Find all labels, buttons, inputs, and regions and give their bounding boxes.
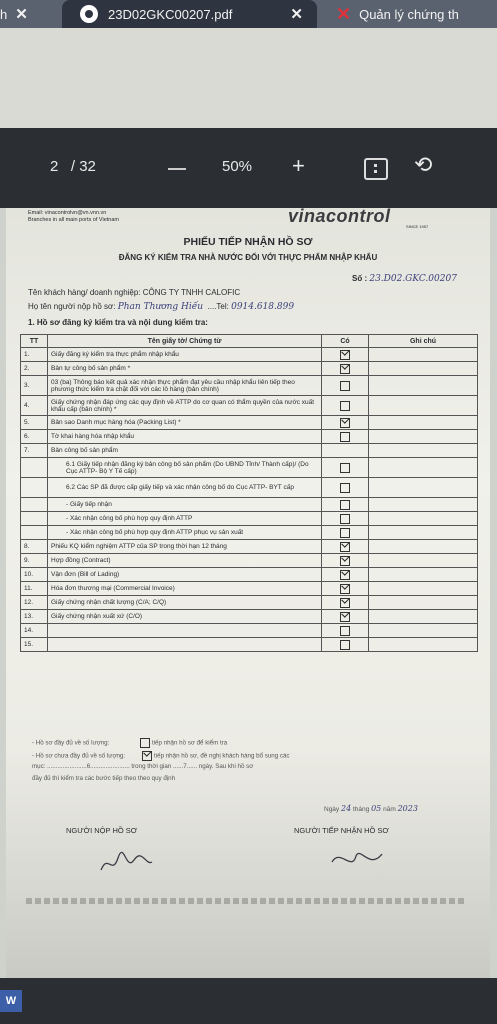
row-number: 8.: [21, 540, 48, 554]
header-tt: TT: [21, 335, 48, 348]
pdf-toolbar: [0, 128, 497, 208]
table-header-row: [21, 335, 478, 348]
table-row: [21, 526, 478, 540]
table-row: [21, 582, 478, 596]
row-checkbox-cell: [322, 582, 369, 596]
date-year: 2023: [397, 804, 418, 813]
row-document-name: - Xác nhận công bố phù hợp quy định ATTP phục vụ sản xuất: [48, 526, 322, 540]
row-checkbox-cell: [322, 624, 369, 638]
taskbar: [0, 978, 497, 1024]
table-row: [21, 610, 478, 624]
table-row: [21, 444, 478, 458]
row-checkbox-cell: [322, 526, 369, 540]
option-incomplete-text: tiếp nhận hồ sơ, đề nghị khách hàng bổ sung các: [154, 752, 290, 760]
row-number: 12.: [21, 596, 48, 610]
footer-text-blurred: [26, 898, 466, 904]
row-checkbox-cell: [322, 638, 369, 652]
tab-bar: [0, 0, 497, 28]
row-number: 6.: [21, 430, 48, 444]
document-number-value: 23.D02.GKC.00207: [369, 274, 457, 284]
row-document-name: Bản công bố sản phẩm: [48, 444, 322, 458]
row-checkbox-cell: [322, 568, 369, 582]
fit-page-icon[interactable]: [364, 158, 388, 180]
date-month: 05: [371, 804, 382, 813]
zoom-level[interactable]: 50%: [222, 158, 253, 175]
table-row: [21, 554, 478, 568]
option-next-steps: đầy đủ thì kiểm tra các bước tiếp theo theo quy định: [32, 775, 176, 782]
date-label: Ngày: [324, 806, 340, 813]
letterhead-branches: Branches in all main ports of Vietnam: [28, 217, 119, 223]
empty-box-icon: [340, 528, 350, 538]
row-checkbox-cell: [322, 554, 369, 568]
checked-box-icon: [340, 556, 350, 566]
period-label: trong thời gian: [131, 763, 172, 770]
table-row: [21, 512, 478, 526]
row-note: [369, 444, 478, 458]
logo-since: SINCE 1957: [406, 224, 429, 229]
row-document-name: - Giấy tiếp nhận: [48, 498, 322, 512]
row-document-name: Giấy chứng nhận đáp ứng các quy định về ATTP do cơ quan có thẩm quyền của nước xuất khẩu cấp (bản chính) *: [48, 396, 322, 416]
row-document-name: Hóa đơn thương mại (Commercial Invoice): [48, 582, 322, 596]
document-subtitle: ĐĂNG KÝ KIỂM TRA NHÀ NƯỚC ĐỐI VỚI THỰC PHẨM NHẬP KHẨU: [118, 253, 378, 262]
row-note: [369, 554, 478, 568]
company-logo: vinacontrol: [288, 206, 391, 226]
period-suffix: ngày. Sau khi hồ sơ: [198, 763, 254, 770]
option-incomplete-items: mục: .......................6....................... trong thời gian ......7...... ngày. Sau khi hồ sơ: [32, 763, 254, 770]
row-document-name: Tờ khai hàng hóa nhập khẩu: [48, 430, 322, 444]
row-checkbox-cell: [322, 362, 369, 376]
row-document-name: Giấy chứng nhận xuất xứ (C/O): [48, 610, 322, 624]
row-document-name: Hợp đồng (Contract): [48, 554, 322, 568]
row-note: [369, 498, 478, 512]
row-document-name: [48, 638, 322, 652]
letterhead-email: Email: vinacontrolvn@vn.vnn.vn: [28, 210, 107, 216]
option-complete: [32, 738, 227, 748]
table-body: [21, 348, 478, 652]
row-number: [21, 498, 48, 512]
close-icon[interactable]: ✕: [15, 6, 28, 23]
empty-box-icon: [340, 500, 350, 510]
row-checkbox-cell: [322, 498, 369, 512]
row-document-name: - Xác nhận công bố phù hợp quy định ATTP: [48, 512, 322, 526]
checked-box-icon: [340, 364, 350, 374]
tab-certificate-management[interactable]: [336, 0, 497, 28]
empty-box-icon: [340, 401, 350, 411]
row-checkbox-cell: [322, 458, 369, 478]
header-co: Có: [322, 335, 369, 348]
row-note: [369, 610, 478, 624]
row-document-name: 03 (ba) Thông báo kết quả xác nhận thực phẩm đạt yêu cầu nhập khẩu liên tiếp theo phương thức kiểm tra chặt đối với các lô hàng (bản chính): [48, 376, 322, 396]
date-day: 24: [341, 804, 352, 813]
zoom-out-button[interactable]: [168, 168, 186, 170]
row-note: [369, 376, 478, 396]
section-heading: 1. Hồ sơ đăng ký kiểm tra và nội dung kiểm tra:: [28, 318, 208, 327]
tab-label: h: [0, 6, 8, 22]
submitter-name: Phan Thương Hiếu: [117, 302, 204, 312]
documents-table: [20, 334, 478, 652]
tab-previous[interactable]: [0, 0, 60, 28]
row-checkbox-cell: [322, 416, 369, 430]
checked-box-icon: [340, 584, 350, 594]
items-label: mục:: [32, 763, 46, 770]
table-row: [21, 430, 478, 444]
checked-box-icon: [340, 570, 350, 580]
empty-box-icon: [340, 483, 350, 493]
rotate-icon[interactable]: ⟲: [414, 152, 433, 177]
row-checkbox-cell: [322, 396, 369, 416]
checked-box-icon: [340, 350, 350, 360]
row-note: [369, 512, 478, 526]
submitter-label: Họ tên người nộp hồ sơ:: [28, 302, 116, 311]
row-checkbox-cell: [322, 512, 369, 526]
row-note: [369, 638, 478, 652]
checked-box-icon: [340, 542, 350, 552]
page-current[interactable]: 2: [50, 158, 59, 175]
period-value: 7: [183, 763, 187, 770]
row-checkbox-cell: [322, 610, 369, 624]
tel-value: 0914.618.899: [231, 302, 295, 312]
zoom-in-button[interactable]: +: [292, 153, 305, 178]
table-row: [21, 416, 478, 430]
table-row: [21, 362, 478, 376]
row-number: 14.: [21, 624, 48, 638]
row-note: [369, 526, 478, 540]
empty-box-icon: [340, 626, 350, 636]
row-document-name: Bản tự công bố sản phẩm *: [48, 362, 322, 376]
table-row: [21, 596, 478, 610]
row-number: [21, 512, 48, 526]
row-note: [369, 430, 478, 444]
receiver-signature: [326, 844, 386, 874]
row-document-name: Giấy chứng nhận chất lượng (C/A; C/Q): [48, 596, 322, 610]
row-number: 3.: [21, 376, 48, 396]
row-checkbox-cell: [322, 430, 369, 444]
table-row: [21, 458, 478, 478]
table-row: [21, 348, 478, 362]
row-document-name: Phiếu KQ kiểm nghiệm ATTP của SP trong thời hạn 12 tháng: [48, 540, 322, 554]
row-document-name: 6.1 Giấy tiếp nhận đăng ký bản công bố sản phẩm (Do UBND Tỉnh/ Thành cấp)/ (Do Cục ATTP- Bộ Y Tế cấp): [48, 458, 322, 478]
receiver-signature-label: NGƯỜI TIẾP NHẬN HỒ SƠ: [294, 826, 389, 835]
document-number: [352, 274, 457, 284]
row-document-name: Giấy đăng ký kiểm tra thực phẩm nhập khẩu: [48, 348, 322, 362]
row-number: [21, 478, 48, 498]
site-logo-icon: ✕: [336, 3, 352, 24]
row-checkbox-cell: [322, 444, 369, 458]
row-document-name: Bản sao Danh mục hàng hóa (Packing List) *: [48, 416, 322, 430]
row-number: 11.: [21, 582, 48, 596]
submitter-line: Họ tên người nộp hồ sơ: Phan Thương Hiếu ....Tel: 0914.618.899: [28, 302, 295, 312]
letterhead-contact: [28, 210, 119, 224]
row-document-name: Vận đơn (Bill of Lading): [48, 568, 322, 582]
pdf-viewer-icon: [80, 5, 98, 23]
table-row: [21, 540, 478, 554]
row-number: [21, 526, 48, 540]
checked-box-icon: [340, 418, 350, 428]
row-document-name: 6.2 Các SP đã được cấp giấy tiếp và xác nhận công bố do Cục ATTP- BYT cấp: [48, 478, 322, 498]
row-number: 4.: [21, 396, 48, 416]
table-row: [21, 638, 478, 652]
tab-label: Quản lý chứng th: [359, 6, 459, 22]
pdf-page: [6, 208, 490, 978]
table-row: [21, 396, 478, 416]
empty-box-icon: [340, 640, 350, 650]
row-checkbox-cell: [322, 376, 369, 396]
checked-box-icon: [340, 612, 350, 622]
submitter-signature-label: NGƯỜI NỘP HỒ SƠ: [66, 826, 138, 835]
row-note: [369, 568, 478, 582]
tel-label: Tel:: [216, 302, 229, 311]
row-document-name: [48, 624, 322, 638]
customer-line: Tên khách hàng/ doanh nghiệp: CÔNG TY TNHH CALOFIC: [28, 288, 241, 297]
row-note: [369, 582, 478, 596]
table-row: [21, 568, 478, 582]
row-note: [369, 362, 478, 376]
row-number: 10.: [21, 568, 48, 582]
row-number: 7.: [21, 444, 48, 458]
empty-box-icon: [340, 463, 350, 473]
row-number: 9.: [21, 554, 48, 568]
month-label: tháng: [353, 806, 370, 813]
option-complete-text: tiếp nhận hồ sơ để kiểm tra: [151, 739, 228, 747]
row-checkbox-cell: [322, 596, 369, 610]
document-number-label: Số :: [352, 274, 368, 283]
option-incomplete-label: - Hồ sơ chưa đầy đủ về số lượng:: [32, 752, 126, 760]
page-separator: /: [70, 158, 76, 175]
row-number: 2.: [21, 362, 48, 376]
empty-box-icon: [340, 432, 350, 442]
word-app-icon[interactable]: W: [0, 990, 22, 1012]
viewer-background: [0, 28, 497, 128]
header-name: Tên giấy tờ/ Chứng từ: [48, 335, 322, 348]
row-note: [369, 624, 478, 638]
row-number: 13.: [21, 610, 48, 624]
date-line: [324, 804, 418, 813]
row-number: 15.: [21, 638, 48, 652]
items-value: 6: [86, 763, 91, 770]
tab-label: 23D02GKC00207.pdf: [108, 6, 233, 22]
empty-box-icon: [340, 381, 350, 391]
row-number: 5.: [21, 416, 48, 430]
year-label: năm: [383, 806, 396, 813]
tab-pdf-active[interactable]: [62, 0, 317, 28]
table-row: [21, 498, 478, 512]
row-note: [369, 540, 478, 554]
table-row: [21, 624, 478, 638]
row-note: [369, 348, 478, 362]
row-checkbox-cell: [322, 348, 369, 362]
table-row: [21, 478, 478, 498]
page-indicator[interactable]: [50, 158, 96, 175]
row-checkbox-cell: [322, 478, 369, 498]
row-note: [369, 458, 478, 478]
option-complete-checkbox: [140, 738, 150, 748]
option-incomplete: [32, 751, 290, 761]
option-complete-label: - Hồ sơ đầy đủ về số lượng:: [32, 739, 110, 747]
close-icon[interactable]: ✕: [290, 6, 303, 23]
checked-box-icon: [340, 598, 350, 608]
empty-box-icon: [340, 514, 350, 524]
submitter-signature: [96, 848, 156, 878]
row-note: [369, 416, 478, 430]
page-total: 32: [79, 158, 96, 175]
row-note: [369, 596, 478, 610]
option-incomplete-checkbox: [142, 751, 152, 761]
document-title: PHIẾU TIẾP NHẬN HỒ SƠ: [183, 236, 313, 248]
header-note: Ghi chú: [369, 335, 478, 348]
row-checkbox-cell: [322, 540, 369, 554]
row-number: [21, 458, 48, 478]
row-note: [369, 478, 478, 498]
row-number: 1.: [21, 348, 48, 362]
table-row: [21, 376, 478, 396]
row-note: [369, 396, 478, 416]
